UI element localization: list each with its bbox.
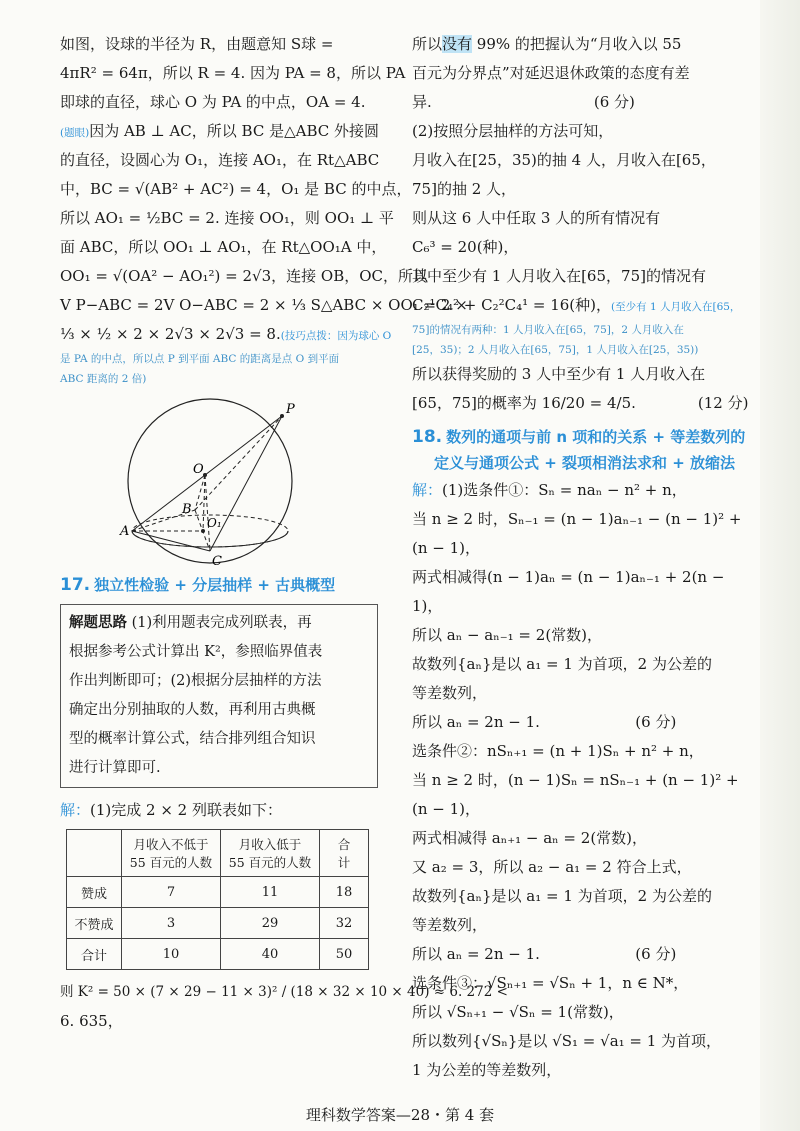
table-header-cell: 合 计	[320, 830, 369, 877]
text-segment: (1)利用题表完成列联表，再	[131, 615, 312, 631]
text-line: 6. 635，	[60, 1012, 123, 1030]
box-title: 解题思路	[69, 615, 127, 631]
page-edge-shade	[760, 0, 800, 1131]
text-line: 所以 AO₁ = ½BC = 2. 连接 OO₁，则 OO₁ ⊥ 平	[60, 209, 394, 227]
text-line: 如图，设球的半径为 R，由题意知 S球 =	[60, 35, 334, 53]
text-line: 所以 aₙ = 2n − 1. (6 分)	[412, 945, 677, 963]
text-line	[412, 291, 741, 320]
box-line	[69, 609, 369, 638]
table-header-cell: 月收入不低于 55 百元的人数	[122, 830, 221, 877]
tag-keypoint: (题眼)	[60, 127, 90, 139]
table-row	[67, 908, 369, 939]
text-line: 百元为分界点”对延迟退休政策的态度有差	[412, 64, 690, 82]
table-cell: 32	[320, 908, 369, 939]
text-line: 故数列{aₙ}是以 a₁ = 1 为首项，2 为公差的	[412, 887, 712, 905]
text-segment: 所以	[412, 35, 443, 53]
text-line: (2)按照分层抽样的方法可知，	[412, 122, 614, 140]
question-number: 18.	[412, 427, 443, 447]
text-line: 所以获得奖励的 3 人中至少有 1 人月收入在	[412, 365, 706, 383]
label-A: A	[120, 524, 130, 539]
table-cell: 不赞成	[67, 908, 122, 939]
text-segment: 99% 的把握认为“月收入以 55	[472, 35, 682, 53]
text-line: (n − 1)，	[412, 800, 481, 818]
text-line: 选条件②：nSₙ₊₁ = (n + 1)Sₙ + n² + n，	[412, 742, 704, 760]
text-line	[412, 476, 720, 505]
table-row	[67, 877, 369, 908]
question-number: 17.	[60, 575, 91, 595]
text-line: 故数列{aₙ}是以 a₁ = 1 为首项，2 为公差的	[412, 655, 712, 673]
table-header-cell: 月收入低于 55 百元的人数	[221, 830, 320, 877]
text-line: C₆³ = 20(种)，	[412, 238, 519, 256]
text-line: 所以 aₙ − aₙ₋₁ = 2(常数)，	[412, 626, 603, 644]
label-C: C	[212, 554, 222, 568]
text-line: 的直径，设圆心为 O₁，连接 AO₁，在 Rt△ABC	[60, 151, 380, 169]
text-line: 则从这 6 人中任取 3 人的所有情况有	[412, 209, 661, 227]
table-cell: 40	[221, 939, 320, 970]
text-line: 当 n ≥ 2 时，(n − 1)Sₙ = nSₙ₋₁ + (n − 1)² +	[412, 771, 739, 789]
page-footer: 理科数学答案—28・第 4 套	[305, 1106, 495, 1124]
table-cell: 29	[221, 908, 320, 939]
table-cell: 18	[320, 877, 369, 908]
text-line: 月收入在[25，35)的抽 4 人，月收入在[65，	[412, 151, 716, 169]
solution-label: 解：	[60, 801, 91, 819]
table-cell: 11	[221, 877, 320, 908]
label-P: P	[286, 402, 295, 417]
text-line: 面 ABC，所以 OO₁ ⊥ AO₁，在 Rt△OO₁A 中，	[60, 238, 387, 256]
text-line	[60, 320, 392, 349]
text-line: 当 n ≥ 2 时，Sₙ₋₁ = (n − 1)aₙ₋₁ − (n − 1)² +	[412, 510, 742, 528]
table-cell: 3	[122, 908, 221, 939]
text-line: 4πR² = 64π，所以 R = 4. 因为 PA = 8，所以 PA	[60, 64, 406, 82]
text-line: 1)，	[412, 597, 443, 615]
question-topic: 数列的通项与前 n 项和的关系 + 等差数列的	[446, 428, 746, 446]
text-line: 等差数列，	[412, 684, 488, 702]
table-cell: 50	[320, 939, 369, 970]
text-segment: ⅓ × ½ × 2 × 2√3 × 2√3 = 8.	[60, 325, 281, 343]
text-segment: (1)完成 2 × 2 列联表如下：	[90, 801, 282, 819]
text-line: 1 为公差的等差数列，	[412, 1061, 562, 1079]
text-segment: 因为 AB ⊥ AC，所以 BC 是△ABC 外接圆	[89, 122, 380, 140]
k2-formula-line: 则 K² = 50 × (7 × 29 − 11 × 3)² / (18 × 32 × 10 × 40) ≈ 6. 272 <	[60, 984, 508, 1000]
text-line	[60, 796, 378, 825]
combo-note-line: 75]的情况有两种：1 人月收入在[65，75]，2 人月收入在	[412, 324, 684, 336]
table-cell: 10	[122, 939, 221, 970]
question-17-heading	[60, 572, 378, 598]
contingency-table	[66, 829, 369, 970]
text-line: V P−ABC = 2V O−ABC = 2 × ⅓ S△ABC × OO₁ = 2 ×	[60, 296, 468, 314]
label-O: O	[193, 462, 204, 477]
table-row	[67, 939, 369, 970]
text-segment: (1)选条件①：Sₙ = naₙ − n² + n，	[442, 481, 687, 499]
text-line: 两式相减得 aₙ₊₁ − aₙ = 2(常数)，	[412, 829, 648, 847]
table-header-cell	[67, 830, 122, 877]
highlighted-text: 没有	[442, 35, 473, 53]
text-line: 选条件③：√Sₙ₊₁ = √Sₙ + 1，n ∈ N*，	[412, 974, 689, 992]
combo-note: (至少有 1 人月收入在[65，	[611, 301, 741, 313]
text-line: 75]的抽 2 人，	[412, 180, 517, 198]
tip-note-line: ABC 距离的 2 倍)	[60, 373, 147, 385]
question-topic-line: 定义与通项公式 + 裂项相消法求和 + 放缩法	[434, 454, 736, 472]
question-18-heading	[412, 424, 746, 450]
text-line: 中，BC = √(AB² + AC²) = 4，O₁ 是 BC 的中点，	[60, 180, 412, 198]
box-line: 进行计算即可.	[69, 760, 161, 776]
text-line: 两式相减得(n − 1)aₙ = (n − 1)aₙ₋₁ + 2(n −	[412, 568, 725, 586]
text-line	[60, 117, 378, 146]
label-O1: O₁	[207, 516, 222, 530]
box-line: 确定出分别抽取的人数，再利用古典概	[69, 702, 316, 718]
text-line: 所以数列{√Sₙ}是以 √S₁ = √a₁ = 1 为首项，	[412, 1032, 722, 1050]
text-line	[412, 30, 720, 59]
combo-note-line: [25，35)；2 人月收入在[65，75]，1 人月收入在[25，35))	[412, 344, 699, 356]
box-line: 根据参考公式计算出 K²，参照临界值表	[69, 644, 323, 660]
table-cell: 7	[122, 877, 221, 908]
table-cell: 合计	[67, 939, 122, 970]
box-line: 作出判断即可；(2)根据分层抽样的方法	[69, 673, 322, 689]
text-segment: C₂¹C₄² + C₂²C₄¹ = 16(种)，	[412, 296, 612, 314]
right-column	[412, 30, 749, 1085]
question-topic: 独立性检验 + 分层抽样 + 古典概型	[94, 576, 336, 594]
text-line: (n − 1)，	[412, 539, 481, 557]
text-line: 又 a₂ = 3，所以 a₂ − a₁ = 2 符合上式，	[412, 858, 692, 876]
text-line: 即球的直径，球心 O 为 PA 的中点，OA = 4.	[60, 93, 366, 111]
tip-note-line: 是 PA 的中点，所以点 P 到平面 ABC 的距离是点 O 到平面	[60, 353, 340, 365]
text-line: OO₁ = √(OA² − AO₁²) = 2√3，连接 OB，OC，所以	[60, 267, 428, 285]
table-header-row	[67, 830, 369, 877]
table-cell: 赞成	[67, 877, 122, 908]
label-B: B	[182, 502, 192, 517]
solution-label: 解：	[412, 481, 443, 499]
text-line: 异. (6 分)	[412, 93, 635, 111]
text-line: [65，75]的概率为 16/20 = 4/5. (12 分)	[412, 394, 749, 412]
text-line: 其中至少有 1 人月收入在[65，75]的情况有	[412, 267, 706, 285]
tip-note: (技巧点拨：因为球心 O	[280, 330, 392, 342]
text-line: 等差数列，	[412, 916, 488, 934]
solution-approach-box	[60, 604, 378, 788]
box-line: 型的概率计算公式，结合排列组合知识	[69, 731, 316, 747]
text-line: 所以 aₙ = 2n − 1. (6 分)	[412, 713, 677, 731]
sphere-figure	[60, 393, 378, 568]
text-line: 所以 √Sₙ₊₁ − √Sₙ = 1(常数)，	[412, 1003, 624, 1021]
